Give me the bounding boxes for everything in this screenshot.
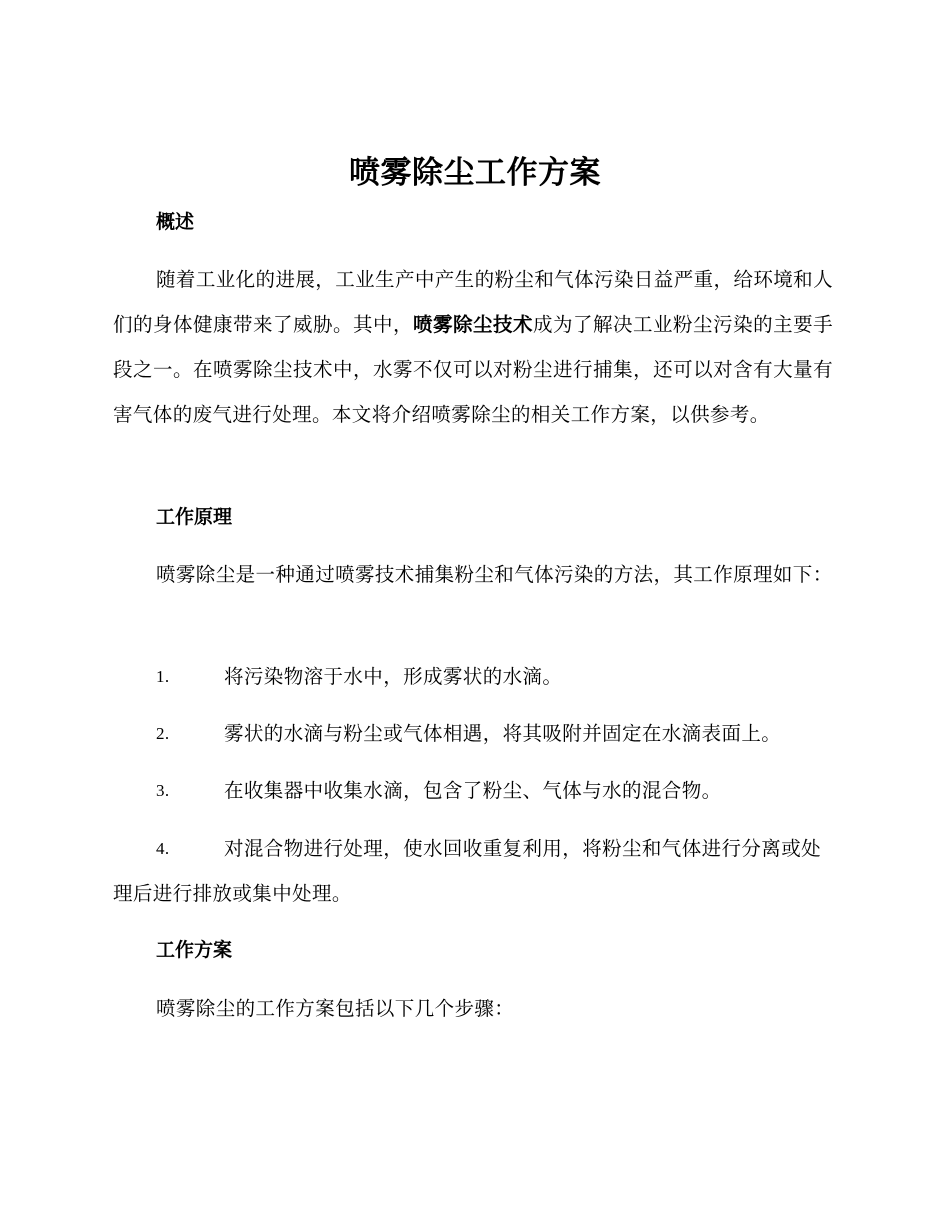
section-heading-overview: 概述 — [156, 211, 195, 233]
list-item — [113, 654, 833, 699]
list-item-text: 对混合物进行处理，使水回收重复利用，将粉尘和气体进行分离或处理后进行排放或集中处理。 — [113, 837, 822, 905]
list-item — [113, 768, 833, 813]
list-item-text: 在收集器中收集水滴，包含了粉尘、气体与水的混合物。 — [224, 779, 722, 802]
list-item-number: 1. — [156, 667, 170, 686]
section-heading-plan: 工作方案 — [156, 939, 233, 961]
overview-paragraph — [113, 257, 833, 437]
overview-bold-term: 喷雾除尘技术 — [413, 313, 534, 336]
list-item — [113, 826, 833, 916]
document-title: 喷雾除尘工作方案 — [349, 155, 601, 191]
overview-text-part1: 随着工业化的进展，工业生产中产生的粉尘和气体污染日益严重，给环境和人们的身体健康带来了威胁。其中， — [113, 268, 833, 336]
overview-text-part2: 成为了解决工业粉尘污染的主要手段之一。在喷雾除尘技术中，水雾不仅可以对粉尘进行捕集，还可以对含有大量有害气体的废气进行处理。本文将介绍喷雾除尘的相关工作方案，以供参考。 — [113, 313, 833, 426]
list-item-number: 3. — [156, 781, 170, 800]
list-item-text: 雾状的水滴与粉尘或气体相遇，将其吸附并固定在水滴表面上。 — [224, 722, 782, 745]
list-item-number: 4. — [156, 839, 170, 858]
list-item-text: 将污染物溶于水中，形成雾状的水滴。 — [224, 665, 563, 688]
list-item-number: 2. — [156, 724, 170, 743]
list-item — [113, 711, 833, 756]
principle-intro-paragraph: 喷雾除尘是一种通过喷雾技术捕集粉尘和气体污染的方法，其工作原理如下： — [156, 563, 833, 586]
section-heading-principle: 工作原理 — [156, 506, 233, 528]
plan-intro-paragraph: 喷雾除尘的工作方案包括以下几个步骤： — [156, 997, 515, 1020]
